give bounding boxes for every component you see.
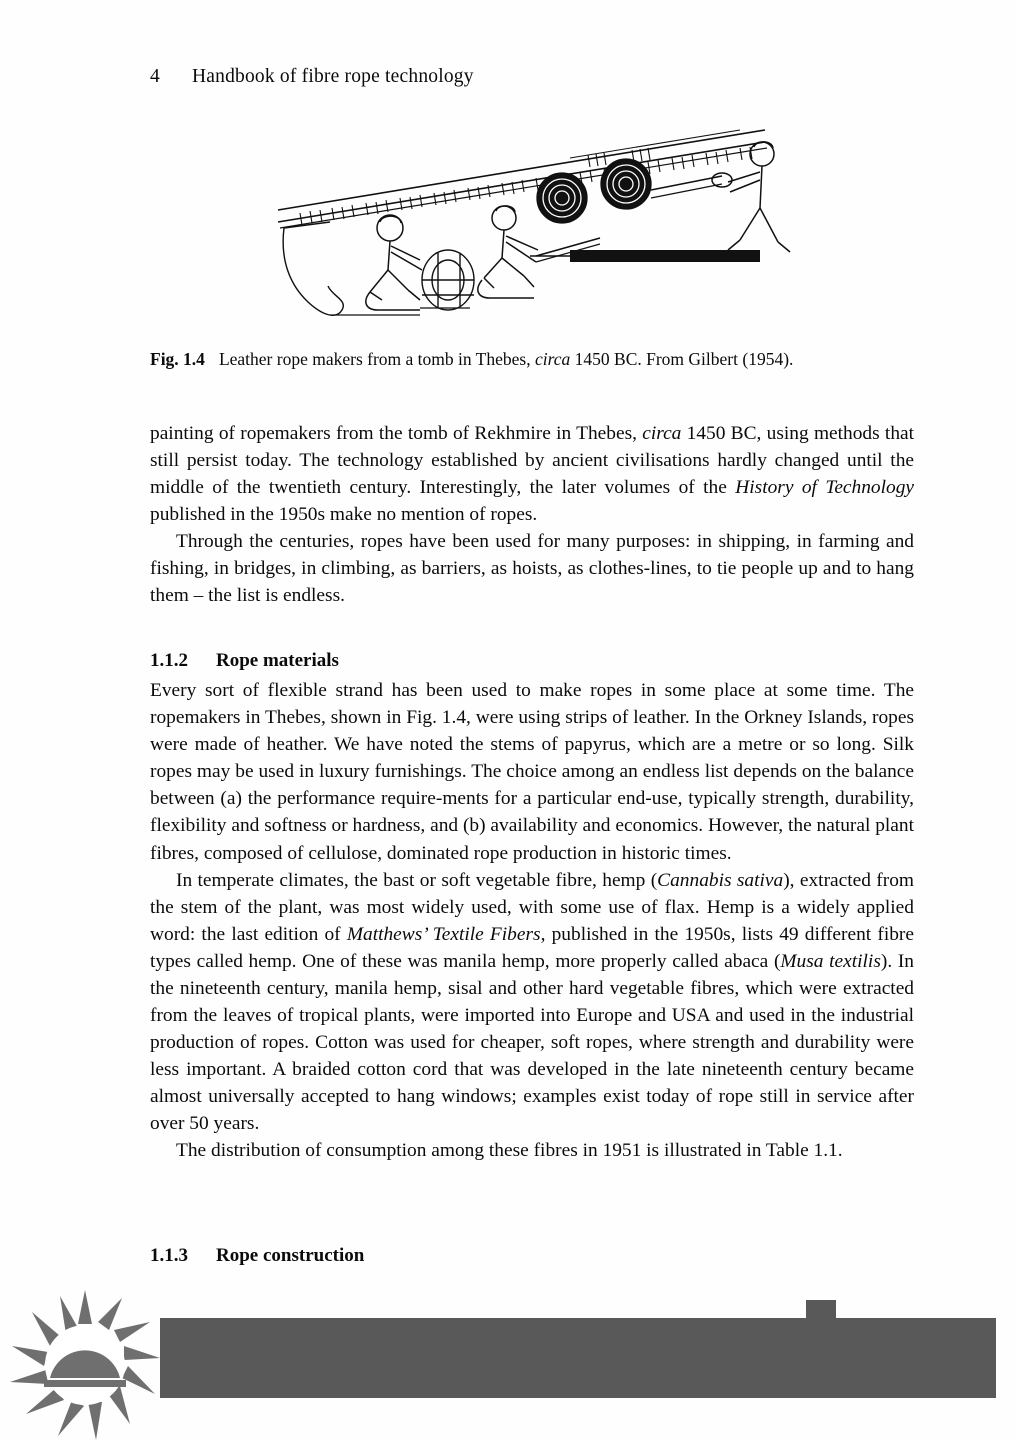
paragraph-4-seg-1: In temperate climates, the bast or soft vegetable fibre, hemp ( (176, 869, 658, 891)
paragraph-5: The distribution of consumption among these fibres in 1951 is illustrated in Table 1.1. (176, 1140, 843, 1162)
paragraph-4-italic-2: Matthews’ Textile Fibers (346, 923, 541, 945)
paragraph-2: Through the centuries, ropes have been used for many purposes: in shipping, in farming and fishing, in bridges, in climbing, as barriers, as hoists, as clothes-lines, to tie people up and to hang them – the list is endless. (150, 531, 914, 607)
paragraph-1 (150, 420, 914, 528)
heading-1-1-2-number: 1.1.2 (150, 650, 188, 672)
figure-1-4 (150, 110, 910, 340)
figure-caption-italic: circa (534, 349, 571, 369)
heading-1-1-3 (150, 1244, 914, 1269)
bottom-redaction-notch (806, 1300, 836, 1322)
paragraph-4-italic-3: Musa textilis (780, 950, 881, 972)
figure-caption-text-1: Leather rope makers from a tomb in Thebes, (218, 349, 535, 369)
paragraph-4-italic-1: Cannabis sativa (657, 869, 784, 891)
paragraph-1-italic-1: circa (642, 423, 682, 444)
heading-1-1-2 (150, 649, 914, 674)
heading-1-1-2-text: Rope materials (216, 650, 339, 672)
paragraph-3: Every sort of flexible strand has been used to make ropes in some place at some time. The ropemakers in Thebes, shown in Fig. 1.4, were using strips of leather. In the Orkney Islands, ropes were made of heather. We have noted the stems of papyrus, which are a metre or so long. Silk ropes may be used in luxury furnishings. The choice among an endless list depends on the balance between (a) the performance require-ments for a particular end-use, typically strength, durability, flexibility and softness or hardness, and (b) availability and economics. However, the natural plant fibres, composed of cellulose, dominated rope production in historic times. (150, 680, 914, 864)
paragraph-4-seg-4: ). In the nineteenth century, manila hemp, sisal and other hard vegetable fibres, which were extracted from the leaves of tropical plants, were imported into Europe and USA and used in the industrial production of ropes. Cotton was used for cheaper, soft ropes, where strength and durability were less important. A braided cotton cord that was developed in the late nineteenth century became almost universally accepted to hang windows; examples exist today of rope still in service after over 50 years. (150, 950, 915, 1135)
running-title: Handbook of fibre rope technology (192, 66, 474, 87)
paragraph-1-seg-1: painting of ropemakers from the tomb of Rekhmire in Thebes, (150, 423, 643, 444)
figure-illustration (270, 110, 800, 335)
heading-1-1-3-text: Rope construction (216, 1245, 365, 1267)
paragraph-4-seg-3: , published in the 1950s, lists 49 different fibre types called hemp. One of these was manila hemp, more properly called abaca ( (150, 923, 914, 972)
bottom-redaction-bar (160, 1318, 996, 1398)
paragraph-4 (150, 867, 914, 1138)
paragraph-1-italic-2: History of Technology (735, 477, 915, 499)
paragraph-1-seg-3: published in the 1950s make no mention of ropes. (150, 504, 538, 526)
figure-caption-text-2: 1450 BC. From Gilbert (1954). (570, 349, 794, 369)
heading-1-1-3-number: 1.1.3 (150, 1245, 188, 1267)
figure-caption (150, 348, 920, 372)
page-number: 4 (150, 66, 160, 87)
body-text-column (150, 420, 914, 1269)
figure-caption-label: Fig. 1.4 (150, 349, 205, 369)
sunburst-logo (10, 1290, 160, 1440)
paragraph-1-seg-2: 1450 BC, using methods that still persist today. The technology established by ancient civilisations hardly changed until the middle of the twentieth century. Interestingly, the later volumes of the (150, 423, 915, 499)
running-head (150, 66, 474, 88)
paragraph-4-seg-2: ), extracted from the stem of the plant, was most widely used, with some use of flax. Hemp is a widely applied word: the last edition of (150, 869, 914, 945)
